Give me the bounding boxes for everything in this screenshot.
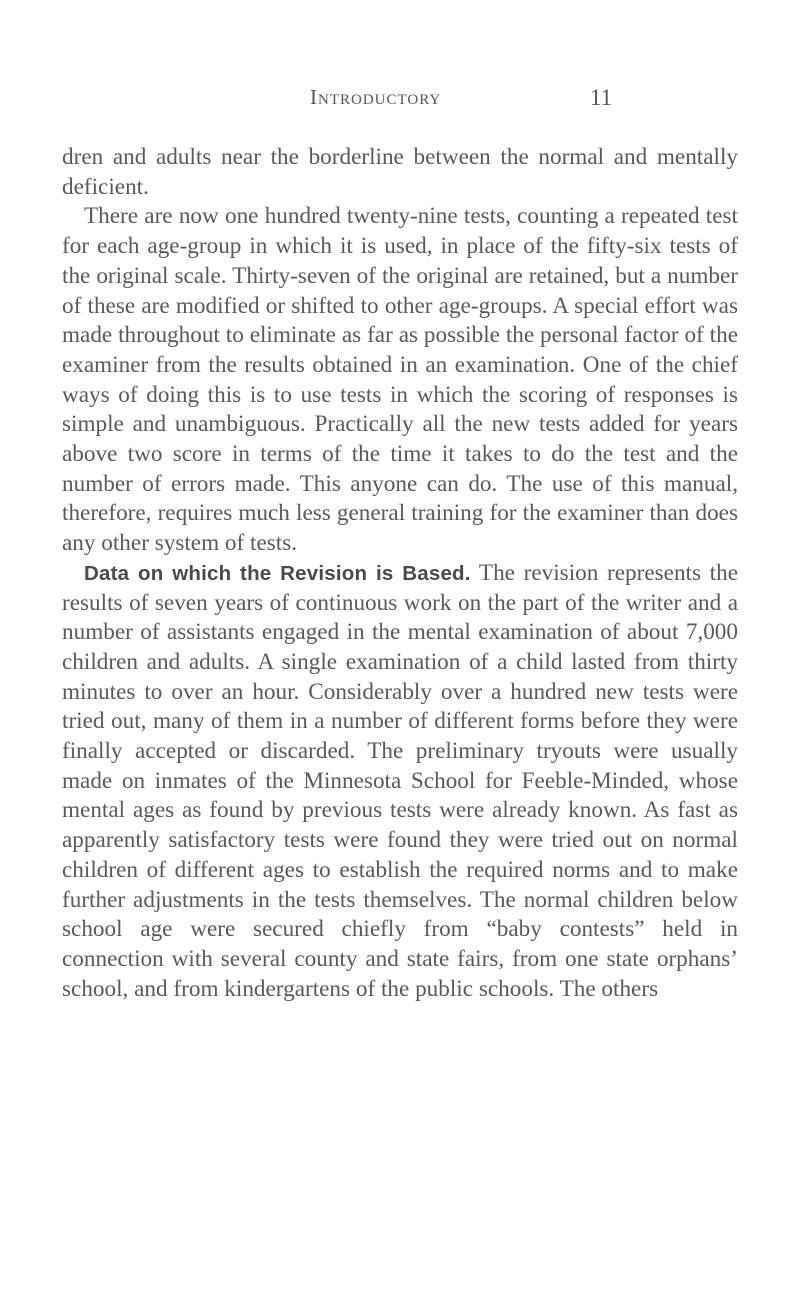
page-number: 11: [590, 85, 613, 110]
paragraph-revision-data: [62, 559, 738, 1005]
paragraph-tests: There are now one hundred twenty-nine tests, counting a repeated test for each age-group in which it is used, in place of the fifty-six tests of the original scale. Thirty-seven of the original are retained, but a number of these are modified or shifted to other age-groups. A special effort was made throughout to eliminate as far as possible the personal factor of the examiner from the results obtained in an examination. One of the chief ways of doing this is to use tests in which the scoring of responses is simple and unambiguous. Practically all the new tests added for years above two score in terms of the time it takes to do the test and the number of errors made. This anyone can do. The use of this manual, therefore, requires much less general training for the examiner than does any other system of tests.: [62, 203, 738, 557]
paragraph-continued: dren and adults near the borderline between the normal and mentally deficient.: [62, 144, 738, 200]
paragraph-revision-text: The revision represents the results of seven years of continuous work on the part of the writer and a number of assistants engaged in the mental examination of about 7,000 children and adults. A single examination of a child lasted from thirty minutes to over an hour. Considerably over a hundred new tests were tried out, many of them in a number of different forms before they were finally accepted or discarded. The preliminary tryouts were usually made on inmates of the Minnesota School for Feeble-Minded, whose mental ages as found by previous tests were already known. As fast as apparently satisfactory tests were found they were tried out on normal children of different ages to establish the required norms and to make further adjustments in the tests themselves. The normal children below school age were secured chiefly from “baby contests” held in connection with several county and state fairs, from one state orphans’ school, and from kindergartens of the public schools. The others: [62, 559, 738, 1002]
running-head: Introductory: [310, 85, 442, 109]
section-heading: Data on which the Revision is Based.: [84, 561, 471, 585]
text-body: [62, 143, 738, 1004]
